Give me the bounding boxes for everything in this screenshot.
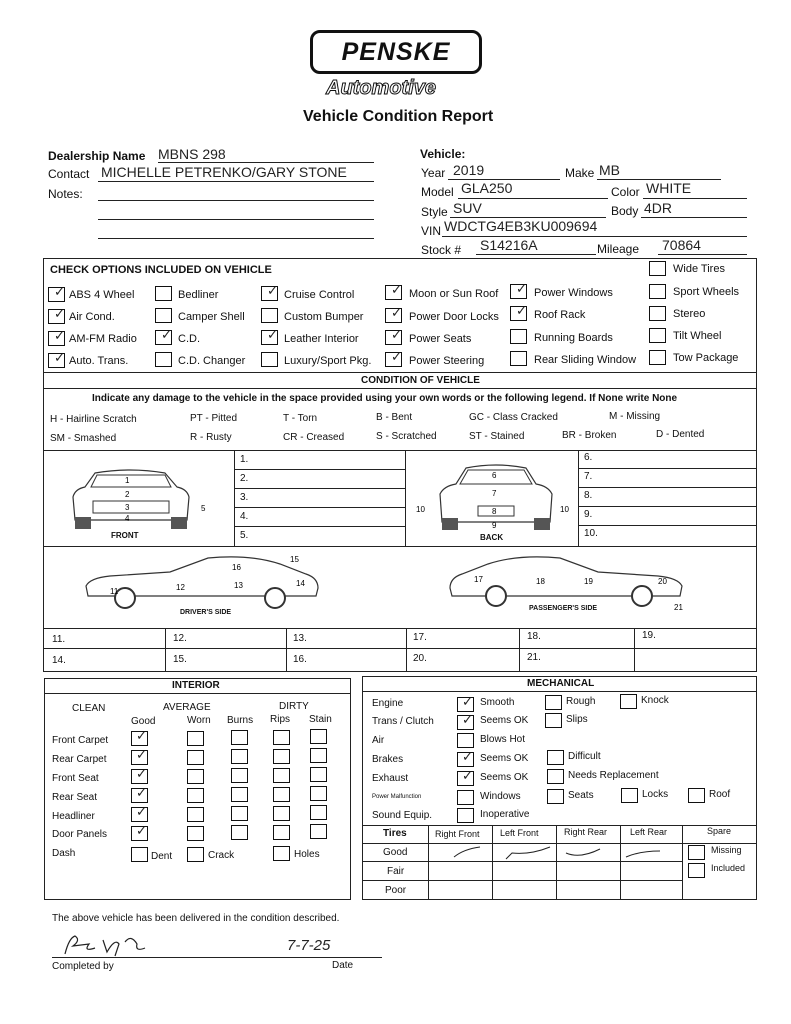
front-seat-worn-checkbox[interactable] [187,769,204,784]
damage-field-17[interactable]: 17. [413,632,427,643]
dash-dent-checkbox[interactable] [131,847,148,862]
svg-text:16: 16 [232,563,241,572]
door-panels-stain-checkbox[interactable] [310,824,327,839]
svg-text:20: 20 [658,577,667,586]
power-roof-malfunction-checkbox[interactable] [688,788,705,803]
wide-tires-label: Wide Tires [673,263,725,275]
roof-label: Roof [709,789,731,800]
front-carpet-stain-checkbox[interactable] [310,729,327,744]
damage-field-16[interactable]: 16. [293,654,307,665]
engine-rough-checkbox[interactable] [545,695,562,710]
back-label: BACK [480,533,504,542]
roof-rack-label: Roof Rack [534,309,586,321]
dealership-value: MBNS 298 [158,146,226,162]
air-label: Air [372,735,385,746]
condition-heading: CONDITION OF VEHICLE [361,375,480,386]
svg-text:14: 14 [296,579,305,588]
front-seat-rips-checkbox[interactable] [273,768,290,783]
windows-label: Windows [480,791,521,802]
passenger-side-diagram [444,552,694,612]
inoperative-label: Inoperative [480,809,530,820]
holes-label: Holes [294,849,320,860]
mileage-label: Mileage [597,242,640,256]
am-fm-label: AM-FM Radio [69,333,137,345]
front-seat-label: Front Seat [52,773,99,784]
signature [55,930,165,960]
running-boards-label: Running Boards [534,332,613,344]
headliner-worn-checkbox[interactable] [187,807,204,822]
svg-text:8: 8 [492,507,497,516]
power-seats-label: Power Seats [409,333,472,345]
damage-field-4[interactable]: 4. [240,511,249,522]
rear-seat-worn-checkbox[interactable] [187,788,204,803]
sound-inoperative-checkbox[interactable] [457,808,474,823]
sun-roof-label: Moon or Sun Roof [409,288,499,300]
luxury-sport-checkbox[interactable] [261,352,278,367]
delivery-statement: The above vehicle has been delivered in the condition described. [52,913,340,924]
make-value: MB [599,162,620,178]
front-carpet-worn-checkbox[interactable] [187,731,204,746]
smooth-label: Smooth [480,697,515,708]
left-front-header: Left Front [500,828,539,838]
door-panels-rips-checkbox[interactable] [273,825,290,840]
rear-carpet-worn-checkbox[interactable] [187,750,204,765]
tire-fair-label: Fair [387,866,405,877]
front-seat-burns-checkbox[interactable] [231,768,248,783]
driver-side-diagram [80,552,330,612]
date-value: 7-7-25 [287,937,331,954]
legend-item: S - Scratched [376,431,437,442]
year-label: Year [421,166,446,180]
tires-heading: Tires [383,828,407,839]
exhaust-ok-label: Seems OK [480,772,529,783]
rear-carpet-burns-checkbox[interactable] [231,749,248,764]
spare-missing-checkbox[interactable] [688,845,705,860]
front-label: FRONT [111,531,139,540]
cd-changer-label: C.D. Changer [178,355,246,367]
blows-hot-label: Blows Hot [480,734,526,745]
svg-text:15: 15 [290,555,299,564]
right-rear-header: Right Rear [564,827,608,837]
rear-sliding-window-checkbox[interactable] [510,351,527,366]
dash-label: Dash [52,848,76,859]
svg-text:12: 12 [176,583,185,592]
svg-text:19: 19 [584,577,593,586]
dealership-label: Dealership Name [48,149,146,163]
stain-header: Stain [309,714,332,725]
rear-carpet-stain-checkbox[interactable] [310,748,327,763]
average-header: AVERAGE [163,702,211,713]
cd-changer-checkbox[interactable] [155,352,172,367]
front-seat-stain-checkbox[interactable] [310,767,327,782]
damage-field-5[interactable]: 5. [240,530,249,541]
power-locks-malfunction-checkbox[interactable] [621,788,638,803]
slips-label: Slips [566,714,588,725]
engine-knock-checkbox[interactable] [620,694,637,709]
power-seats-malfunction-checkbox[interactable] [547,789,564,804]
legend-item: M - Missing [609,411,661,422]
front-carpet-burns-checkbox[interactable] [231,730,248,745]
svg-text:21: 21 [674,603,683,612]
svg-text:4: 4 [125,514,130,523]
tire-good-marks [430,843,680,863]
spare-missing-label: Missing [711,845,742,855]
rear-carpet-label: Rear Carpet [52,754,107,765]
camper-shell-label: Camper Shell [178,311,245,323]
logo-text: PENSKE [341,38,451,66]
damage-field-21[interactable]: 21. [527,652,541,663]
check-mark: ✓ [136,824,147,839]
wide-tires-checkbox[interactable] [649,261,666,276]
rear-sliding-window-label: Rear Sliding Window [534,354,637,366]
headliner-burns-checkbox[interactable] [231,806,248,821]
damage-field-15[interactable]: 15. [173,654,187,665]
logo-subtext: Automotive [326,77,436,99]
air-cond-label: Air Cond. [69,311,115,323]
stereo-label: Stereo [673,308,706,320]
legend-item: SM - Smashed [50,433,117,444]
damage-field-3[interactable]: 3. [240,492,249,503]
completed-by-label: Completed by [52,961,114,972]
difficult-label: Difficult [568,751,601,762]
legend-item: B - Bent [376,412,413,423]
damage-field-18[interactable]: 18. [527,631,541,642]
cd-label: C.D. [178,333,200,345]
exhaust-replace-checkbox[interactable] [547,769,564,784]
bedliner-label: Bedliner [178,289,219,301]
mechanical-heading: MECHANICAL [527,678,595,689]
custom-bumper-checkbox[interactable] [261,308,278,323]
options-heading: CHECK OPTIONS INCLUDED ON VEHICLE [50,264,272,276]
locks-label: Locks [642,789,669,800]
auto-trans-label: Auto. Trans. [69,355,129,367]
tow-package-checkbox[interactable] [649,350,666,365]
engine-label: Engine [372,698,404,709]
tilt-wheel-checkbox[interactable] [649,328,666,343]
color-value: WHITE [646,180,692,196]
power-steering-label: Power Steering [409,355,485,367]
damage-field-12[interactable]: 12. [173,633,187,644]
camper-shell-checkbox[interactable] [155,308,172,323]
needs-replacement-label: Needs Replacement [568,770,659,781]
svg-text:5: 5 [201,504,206,513]
exhaust-label: Exhaust [372,773,409,784]
cruise-control-label: Cruise Control [284,289,355,301]
svg-text:18: 18 [536,577,545,586]
damage-field-2[interactable]: 2. [240,473,249,484]
tilt-wheel-label: Tilt Wheel [673,330,722,342]
damage-field-19[interactable]: 19. [642,630,656,641]
style-label: Style [421,205,448,219]
front-carpet-label: Front Carpet [52,735,109,746]
svg-text:1: 1 [125,476,130,485]
svg-text:2: 2 [125,490,130,499]
mileage-value: 70864 [662,237,701,253]
abs-label: ABS 4 Wheel [69,289,135,301]
legend-item: GC - Class Cracked [469,412,558,423]
legend-item: ST - Stained [469,431,525,442]
leather-interior-label: Leather Interior [284,333,359,345]
svg-text:6: 6 [492,471,497,480]
rear-seat-burns-checkbox[interactable] [231,787,248,802]
power-windows-label: Power Windows [534,287,613,299]
damage-field-20[interactable]: 20. [413,653,427,664]
color-label: Color [611,185,640,199]
headliner-label: Headliner [52,811,95,822]
damage-field-8[interactable]: 8. [584,490,593,501]
interior-heading: INTERIOR [172,680,220,691]
svg-text:9: 9 [492,521,497,530]
door-panels-label: Door Panels [52,829,108,840]
stock-value: S14216A [480,237,538,253]
crack-label: Crack [208,850,235,861]
svg-text:13: 13 [234,581,243,590]
air-blows-hot-checkbox[interactable] [457,733,474,748]
legend-item: CR - Creased [283,432,345,443]
body-label: Body [611,204,639,218]
tire-poor-label: Poor [385,885,407,896]
stock-label: Stock # [421,243,462,257]
door-panels-worn-checkbox[interactable] [187,826,204,841]
brakes-ok-label: Seems OK [480,753,529,764]
damage-field-11[interactable]: 11. [52,634,66,645]
legend-item: T - Torn [283,413,318,424]
check-mark: ✓ [136,748,147,763]
svg-text:17: 17 [474,575,483,584]
svg-text:3: 3 [125,503,130,512]
tire-good-label: Good [383,847,408,858]
legend-item: BR - Broken [562,430,617,441]
vin-value: WDCTG4EB3KU009694 [444,218,598,234]
check-mark: ✓ [136,805,147,820]
bedliner-checkbox[interactable] [155,286,172,301]
make-label: Make [565,166,595,180]
trans-label: Trans / Clutch [372,716,434,727]
damage-field-1[interactable]: 1. [240,454,249,465]
date-label: Date [332,960,354,971]
sound-label: Sound Equip. [372,810,433,821]
svg-text:10: 10 [416,505,425,514]
damage-field-7[interactable]: 7. [584,471,593,482]
condition-instruction: Indicate any damage to the vehicle in the space provided using your own words or the following legend. If None write None [92,393,678,404]
worn-header: Worn [187,715,211,726]
legend-item: H - Hairline Scratch [50,414,137,425]
running-boards-checkbox[interactable] [510,329,527,344]
custom-bumper-label: Custom Bumper [284,311,364,323]
legend-item: PT - Pitted [190,413,238,424]
spare-included-label: Included [711,863,746,873]
clean-header: CLEAN [72,703,106,714]
svg-text:10: 10 [560,505,569,514]
svg-text:7: 7 [492,489,497,498]
power-door-locks-label: Power Door Locks [409,311,499,323]
burns-header: Burns [227,715,254,726]
legend-item: R - Rusty [190,432,232,443]
damage-field-14[interactable]: 14. [52,655,66,666]
left-rear-header: Left Rear [630,827,668,837]
svg-text:11: 11 [110,587,119,596]
check-mark: ✓ [136,729,147,744]
rear-seat-stain-checkbox[interactable] [310,786,327,801]
damage-field-10[interactable]: 10. [584,528,598,539]
style-value: SUV [453,200,482,216]
spare-header: Spare [707,826,732,836]
seats-label: Seats [568,790,594,801]
dash-holes-checkbox[interactable] [273,846,290,861]
power-windows-malfunction-checkbox[interactable] [457,790,474,805]
door-panels-burns-checkbox[interactable] [231,825,248,840]
notes-label: Notes: [48,187,83,201]
vin-label: VIN [421,224,442,238]
good-header: Good [131,716,156,727]
trans-ok-label: Seems OK [480,715,529,726]
tow-package-label: Tow Package [673,352,739,364]
luxury-sport-label: Luxury/Sport Pkg. [284,355,372,367]
dent-label: Dent [151,851,173,862]
check-mark: ✓ [136,786,147,801]
body-value: 4DR [644,200,673,216]
power-malfunction-label: Power Malfunction [372,794,422,800]
model-label: Model [421,185,454,199]
rips-header: Rips [270,714,291,725]
dirty-header: DIRTY [279,701,309,712]
year-value: 2019 [453,162,485,178]
trans-slips-checkbox[interactable] [545,713,562,728]
contact-label: Contact [48,167,90,181]
damage-field-6[interactable]: 6. [584,452,593,463]
brakes-label: Brakes [372,754,404,765]
sport-wheels-label: Sport Wheels [673,286,740,298]
model-value: GLA250 [461,180,513,196]
dash-crack-checkbox[interactable] [187,847,204,862]
spare-included-checkbox[interactable] [688,863,705,878]
damage-field-9[interactable]: 9. [584,509,593,520]
rear-carpet-rips-checkbox[interactable] [273,749,290,764]
knock-label: Knock [641,695,669,706]
headliner-rips-checkbox[interactable] [273,806,290,821]
contact-value: MICHELLE PETRENKO/GARY STONE [101,164,347,180]
rough-label: Rough [566,696,596,707]
legend-item: D - Dented [656,429,705,440]
headliner-stain-checkbox[interactable] [310,805,327,820]
check-mark: ✓ [136,767,147,782]
right-front-header: Right Front [435,829,480,839]
driver-side-label: DRIVER'S SIDE [180,609,232,616]
damage-field-13[interactable]: 13. [293,633,307,644]
stereo-checkbox[interactable] [649,306,666,321]
passenger-side-label: PASSENGER'S SIDE [529,605,598,612]
back-car-diagram [414,462,578,542]
front-carpet-rips-checkbox[interactable] [273,730,290,745]
rear-seat-label: Rear Seat [52,792,98,803]
sport-wheels-checkbox[interactable] [649,284,666,299]
brakes-difficult-checkbox[interactable] [547,750,564,765]
page-title: Vehicle Condition Report [303,108,494,125]
rear-seat-rips-checkbox[interactable] [273,787,290,802]
vehicle-heading: Vehicle: [420,147,466,161]
